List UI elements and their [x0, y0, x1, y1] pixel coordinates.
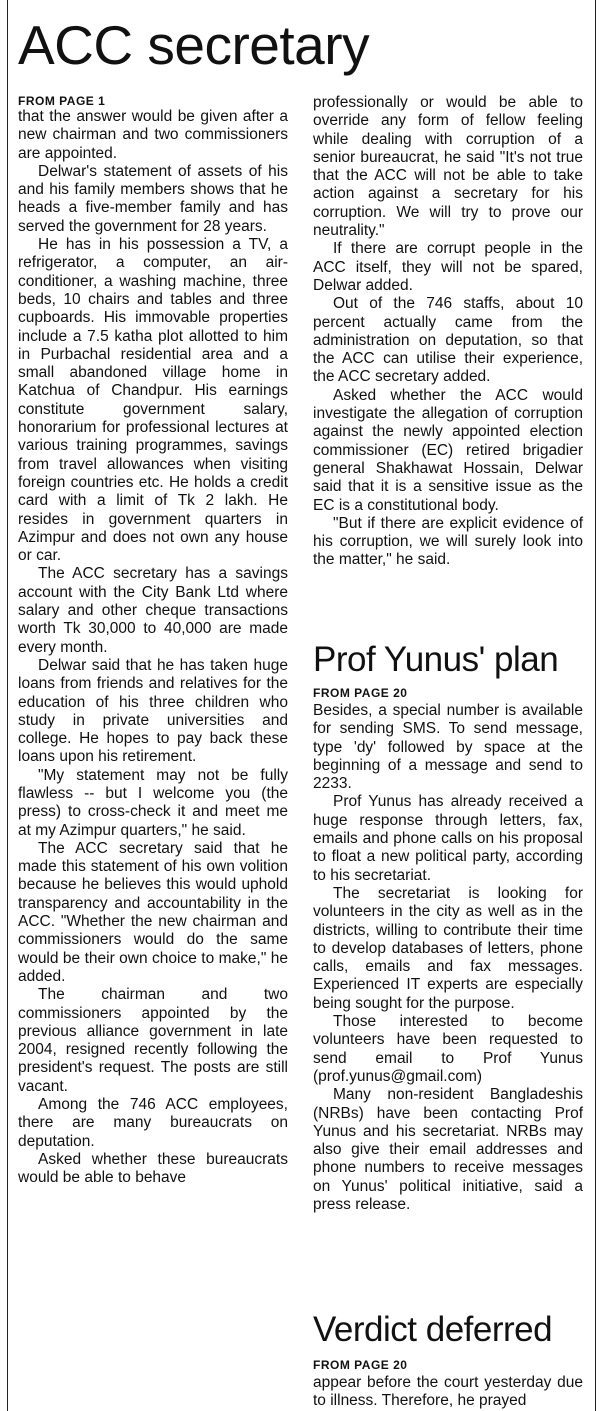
paragraph: that the answer would be given after a new chairman and two commissioners are appointed.	[18, 108, 288, 162]
paragraph: Among the 746 ACC employees, there are many bureaucrats on deputation.	[18, 1096, 288, 1150]
paragraph: Out of the 746 staffs, about 10 percent actually came from the administration on deputation, so that the ACC can utilise their experience, the ACC secretary added.	[313, 295, 583, 386]
left-column-rule	[7, 0, 8, 1411]
paragraph: appear before the court yesterday due to illness. Therefore, he prayed	[313, 1374, 583, 1410]
paragraph: The ACC secretary has a savings account with the City Bank Ltd where salary and other cheque transactions worth Tk 30,000 to 40,000 are made every month.	[18, 565, 288, 656]
paragraph: Asked whether the ACC would investigate the allegation of corruption against the newly appointed election commissioner (EC) retired brigadier general Shakhawat Hossain, Delwar said that it is a sensitive issue as the EC is a constitutional body.	[313, 386, 583, 514]
jump-label-yunus: FROM PAGE 20	[313, 686, 408, 700]
headline-prof-yunus-plan: Prof Yunus' plan	[313, 640, 559, 679]
paragraph: Those interested to become volunteers have been requested to send email to Prof Yunus (prof.yunus@gmail.com)	[313, 1013, 583, 1085]
paragraph: Many non-resident Bangladeshis (NRBs) have been contacting Prof Yunus and his secretariat. NRBs may also give their email addresses and phone numbers to receive messages on Yunus' political initiative, said a press release.	[313, 1086, 583, 1214]
paragraph: The chairman and two commissioners appointed by the previous alliance government in late 2004, resigned recently following the president's request. The posts are still vacant.	[18, 986, 288, 1095]
paragraph: Delwar said that he has taken huge loans from friends and relatives for the education of his three children who study in private universities and college. He hopes to pay back these loans upon his retirement.	[18, 656, 288, 766]
acc-column-1	[18, 108, 288, 1188]
right-column-rule	[595, 0, 596, 1411]
paragraph: The ACC secretary said that he made this statement of his own volition because he believes this would uphold transparency and accountability in the ACC. "Whether the new chairman and commissioners would do the same would be their own choice to make," he added.	[18, 839, 288, 985]
headline-verdict-deferred: Verdict deferred	[313, 1310, 553, 1349]
paragraph: The secretariat is looking for volunteers in the city as well as in the districts, willing to contribute their time to develop databases of letters, phone calls, emails and fax messages. Experienced IT experts are especially being sought for the purpose.	[313, 884, 583, 1012]
jump-label-acc: FROM PAGE 1	[18, 94, 106, 108]
yunus-column	[313, 702, 583, 1214]
jump-label-verdict: FROM PAGE 20	[313, 1358, 408, 1372]
paragraph: He has in his possession a TV, a refrigerator, a computer, an air-conditioner, a washing machine, three beds, 10 chairs and tables and three cupboards. His immovable properties include a 7.5 katha plot allotted to him in Purbachal residential area and a small abandoned village home in Katchua of Chandpur. His earnings constitute government salary, honorarium for professional lectures at various training programmes, savings from travel allowances when visiting foreign countries etc. He holds a credit card with a limit of Tk 2 lakh. He resides in government quarters in Azimpur and does not own any house or car.	[18, 236, 288, 565]
verdict-column	[313, 1374, 583, 1411]
acc-column-2	[313, 94, 583, 570]
paragraph: If there are corrupt people in the ACC itself, they will not be spared, Delwar added.	[313, 240, 583, 294]
headline-acc-secretary: ACC secretary	[18, 14, 370, 76]
paragraph: Besides, a special number is available for sending SMS. To send message, type 'dy' followed by space at the beginning of a message and send to 2233.	[313, 702, 583, 793]
paragraph: Prof Yunus has already received a huge response through letters, fax, emails and phone calls on his proposal to float a new political party, according to his secretariat.	[313, 793, 583, 884]
paragraph: Delwar's statement of assets of his and his family members shows that he heads a five-member family and has served the government for 28 years.	[18, 162, 288, 235]
paragraph: "My statement may not be fully flawless -- but I welcome you (the press) to cross-check it and meet me at my Azimpur quarters," he said.	[18, 766, 288, 839]
paragraph: professionally or would be able to override any form of fellow feeling while dealing with corruption of a senior bureaucrat, he said "It's not true that the ACC will not be able to take action against a secretary for his corruption. We will try to prove our neutrality."	[313, 94, 583, 240]
paragraph: "But if there are explicit evidence of his corruption, we will surely look into the matter," he said.	[313, 514, 583, 569]
paragraph: Asked whether these bureaucrats would be able to behave	[18, 1150, 288, 1187]
